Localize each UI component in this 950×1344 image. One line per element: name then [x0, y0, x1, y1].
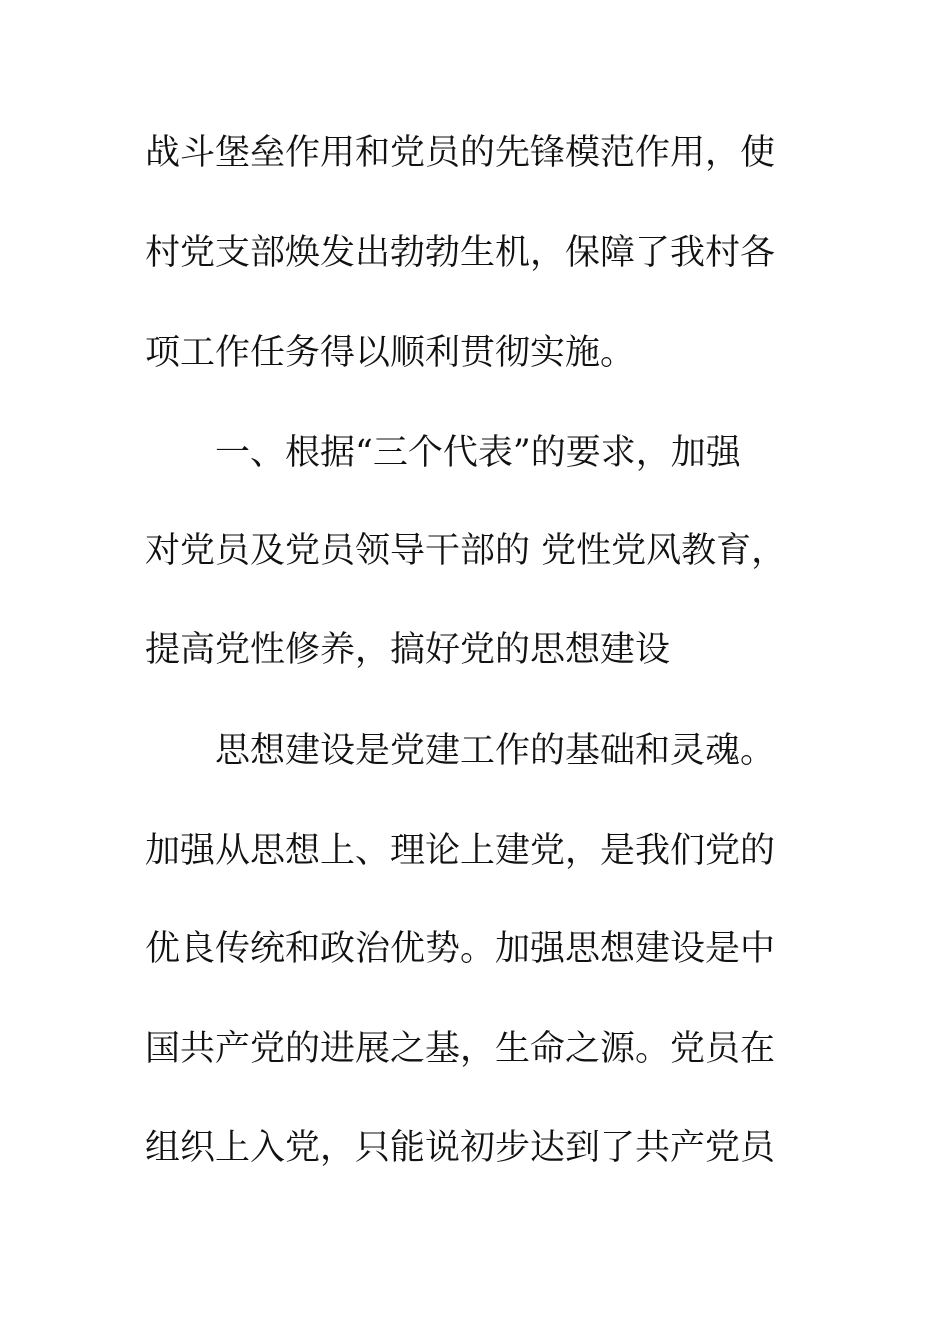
text-line: 村党支部焕发出勃勃生机，保障了我村各 [145, 233, 776, 273]
section-heading-line: 一、根据“三个代表”的要求，加强 [215, 433, 741, 473]
text-line: 组织上入党，只能说初步达到了共产党员 [145, 1128, 776, 1168]
text-line: 优良传统和政治优势。加强思想建设是中 [145, 929, 776, 969]
paragraph-start-line: 思想建设是党建工作的基础和灵魂。 [215, 731, 776, 771]
text-line: 国共产党的进展之基，生命之源。党员在 [145, 1029, 776, 1069]
text-line: 项工作任务得以顺利贯彻实施。 [145, 333, 636, 373]
section-heading-line: 对党员及党员领导干部的 党性党风教育， [145, 531, 787, 571]
text-line: 加强从思想上、理论上建党，是我们党的 [145, 831, 776, 871]
section-heading-line: 提高党性修养，搞好党的思想建设 [145, 630, 671, 670]
text-line: 战斗堡垒作用和党员的先锋模范作用，使 [145, 133, 776, 173]
